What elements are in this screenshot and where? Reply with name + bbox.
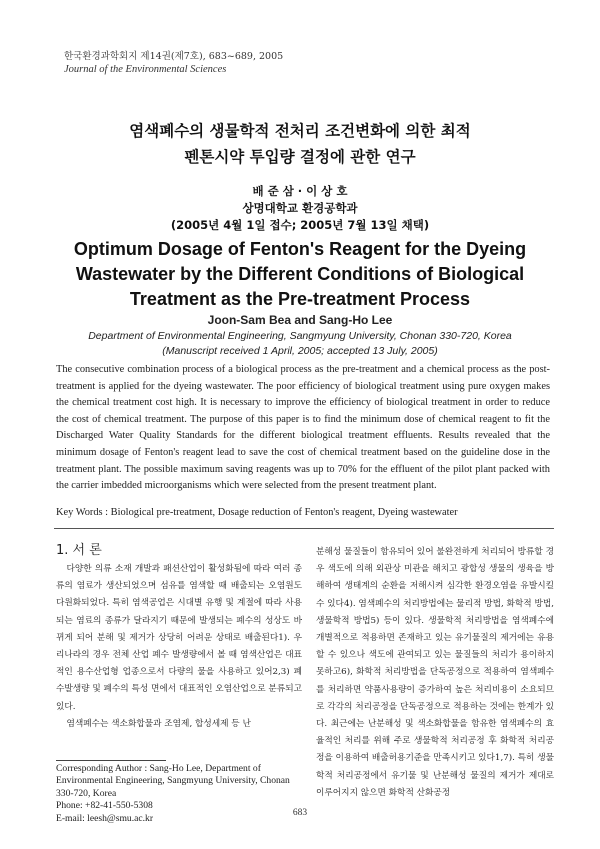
keywords: Key Words : Biological pre-treatment, Dosage reduction of Fenton's reagent, Dyeing wastewater: [56, 507, 458, 518]
english-author-names: Joon-Sam Bea and Sang-Ho Lee: [207, 313, 393, 327]
korean-title-line-1: 염색폐수의 생물학적 전처리 조건변화에 의한 최적: [129, 122, 471, 140]
korean-title-line-2: 펜톤시약 투입량 결정에 관한 연구: [184, 148, 416, 166]
journal-name-en: Journal of the Environmental Sciences: [64, 64, 227, 75]
english-title: [0, 237, 600, 312]
korean-author-block: [0, 183, 600, 234]
korean-dates: (2005년 4월 1일 접수; 2005년 7월 13일 채택): [170, 218, 430, 232]
intro-paragraph-continued: 분해성 물질들이 함유되어 있어 불완전하게 처리되어 방류할 경우 색도에 의해 외관상 미관을 해치고 광합성 생물의 생육을 방해하여 생태계의 순환을 저해시켜 심각한 환경오염을 유발시킬 수 있다4). 염색폐수의 처리방법에는 물리적 방법, 화학적 방법, 생물학적 방법5) 등이 있다. 생물학적 처리방법을 염색폐수에 개별적으로 적용하면 존재하고 있는 유기물질의 제거에는 유용할 수 있으나 색도에 관여되고 있는 물질들의 처리가 용이하지 못하고6), 화학적 처리방법을 단독공정으로 적용하여 염색폐수를 처리하면 약품사용량이 증가하여 높은 처리비용이 소요되므로 각각의 처리공정을 단독공정으로 적용하는 것에는 한계가 있다. 최근에는 난분해성 및 색소화합물을 함유한 염색폐수의 효율적인 처리를 위해 주로 생물학적 처리공정 후 화학적 처리공정을 이용하여 배출허용기준을 만족시키고 있다1,7). 특히 생물학적 처리공정에서 유기물 및 난분해성 물질의 제거가 제대로 이루어지지 않으면 화학적 산화공정: [316, 547, 554, 798]
intro-paragraph-2: 염색폐수는 색소화합물과 조염제, 합성세제 등 난: [66, 718, 251, 729]
korean-affiliation: 상명대학교 환경공학과: [242, 201, 358, 215]
intro-paragraph-1: 다양한 의류 소재 개발과 패션산업이 활성화됨에 따라 여러 종류의 염료가 생산되었으며 섬유를 염색할 때 배출되는 오염원도 다원화되었다. 특히 염색공업은 시대별 유행 및 계절에 따라 사용되는 염료의 종류가 달라지기 때문에 발생되는 폐수의 성상도 바뀌게 되어 분해 및 제거가 상당히 어려운 상태로 배출된다1). 우리나라의 경우 전체 산업 폐수 발생량에서 볼 때 염색산업은 대표적인 용수산업형 업종으로서 다량의 물을 사용하고 있어2,3) 폐수발생량 및 폐수의 특성 면에서 대표적인 오염산업으로 분류되고 있다.: [56, 564, 302, 712]
footnote-phone: Phone: +82-41-550-5308: [56, 800, 153, 812]
section-heading: 1. 서 론: [56, 543, 102, 558]
english-author-block: [0, 312, 600, 359]
journal-citation-ko: 한국환경과학회지 제14권(제7호), 683~689, 2005: [64, 51, 284, 62]
footnote-divider: [56, 760, 166, 761]
right-column: [316, 544, 554, 802]
page-number: 683: [292, 808, 308, 818]
section-divider: [54, 528, 554, 529]
journal-header: [64, 50, 283, 76]
abstract: The consecutive combination process of a biological process as the pre-treatment and a chemical process as the post-treatment is applied for the dyeing wastewater. The poor efficiency of biological treatment using pure oxygen makes the chemical treatment cost high. It is necessary to improve the efficiency of biological treatment in order to reduce the cost of chemical treatment. The purpose of this paper is to find the minimum dose of chemical reagent to fit the Discharged Water Quality Standards for the different biological treatment effluents. Results revealed that the minimum dosage of Fenton's reagent lead to save the cost of chemical treatment based on the guideline dose in the treatment plant. The possible maximum saving reagents was up to 70% for the effluent of the pilot plant packed with the carrier imbedded microorganisms which were selected from the present treatment plant.: [56, 364, 550, 492]
english-title-line-3: Treatment as the Pre-treatment Process: [129, 289, 471, 309]
footnote-email: E-mail: leesh@smu.ac.kr: [56, 812, 154, 824]
english-title-line-1: Optimum Dosage of Fenton's Reagent for the Dyeing: [73, 239, 527, 259]
english-title-line-2: Wastewater by the Different Conditions of Biological: [75, 264, 525, 284]
left-column: [56, 541, 302, 733]
english-affiliation: Department of Environmental Engineering, Sangmyung University, Chonan 330-720, Korea: [88, 330, 512, 342]
footnote-author: Corresponding Author : Sang-Ho Lee, Department of Environmental Engineering, Sangmyung University, Chonan 330-720, Korea: [56, 763, 290, 799]
korean-author-names: 배 준 삼 · 이 상 호: [252, 184, 348, 198]
english-dates: (Manuscript received 1 April, 2005; accepted 13 July, 2005): [162, 345, 438, 357]
korean-title: [0, 118, 600, 170]
